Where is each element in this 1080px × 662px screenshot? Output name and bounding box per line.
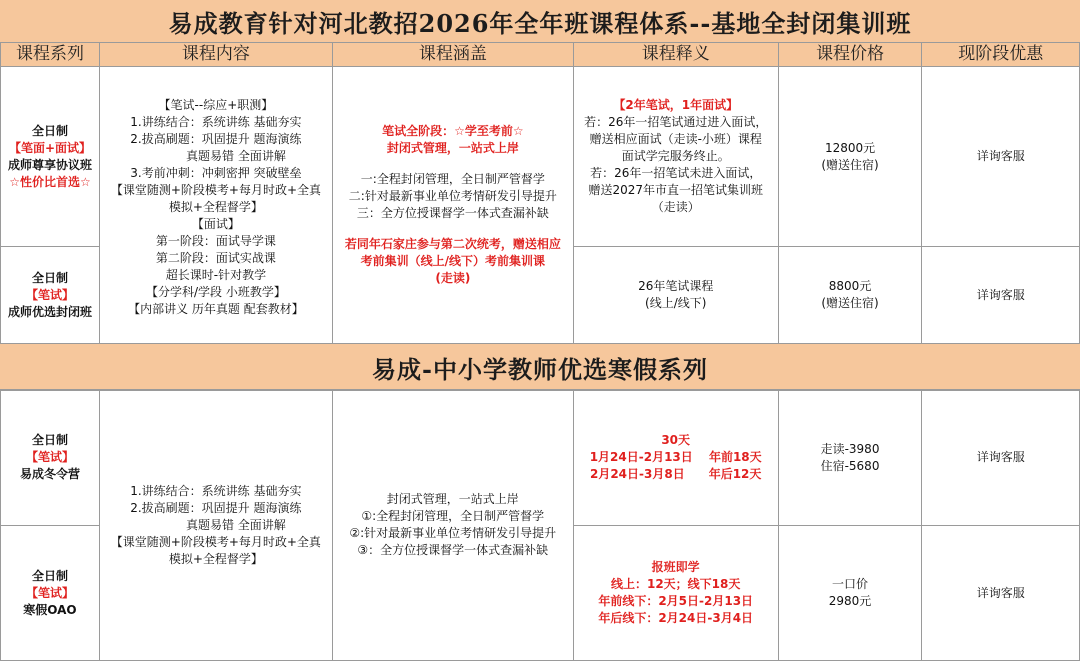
discount-cell: 详询客服 (922, 526, 1080, 661)
price-cell: 12800元 (赠送住宿) (778, 67, 922, 247)
explain-cell: 30天 1月24日-2月13日 年前18天 2月24日-3月8日 年后12天 (573, 390, 778, 526)
header-series: 课程系列 (1, 43, 100, 67)
explain-cell: 26年笔试课程 (线上/线下) (573, 247, 778, 344)
coverage-cell: 封闭式管理，一站式上岸 ①:全程封闭管理，全日制严管督学 ②:针对最新事业单位考情研发引导提升 ③：全方位授课督学一体式查漏补缺 (332, 390, 573, 661)
series-cell: 全日制 【笔面+面试】 成师尊享协议班 ☆性价比首选☆ (1, 67, 100, 247)
section-title: 易成-中小学教师优选寒假系列 (0, 343, 1080, 391)
discount-cell: 详询客服 (922, 247, 1080, 344)
content-cell: 【笔试--综应+职测】 1.讲练结合：系统讲练 基础夯实 2.拔高刷题：巩固提升 题海演练 真题易错 全面讲解 3.考前冲刺：冲刺密押 突破壁垒 【课堂随测+阶段模考+每月时政+全真 模拟+全程督学】 【面试】 第一阶段：面试导学课 第二阶段：面试实战课 超长课时-针对教学 【分学科/学段 小班教学】 【内部讲义 历年真题 配套教材】 (99, 67, 332, 344)
series-cell: 全日制 【笔试】 易成冬令营 (1, 390, 100, 526)
header-content: 课程内容 (99, 43, 332, 67)
discount-cell: 详询客服 (922, 390, 1080, 526)
table-row (1, 67, 1080, 247)
price-cell: 8800元 (赠送住宿) (778, 247, 922, 344)
table-row (1, 390, 1080, 526)
price-cell: 走读-3980 住宿-5680 (778, 390, 922, 526)
discount-cell: 详询客服 (922, 67, 1080, 247)
course-table-winter (0, 389, 1080, 661)
table-header-row (1, 43, 1080, 67)
series-cell: 全日制 【笔试】 寒假OAO (1, 526, 100, 661)
explain-cell: 报班即学 线上：12天；线下18天 年前线下：2月5日-2月13日 年后线下：2月24日-3月4日 (573, 526, 778, 661)
course-table-annual (0, 42, 1080, 344)
series-cell: 全日制 【笔试】 成师优选封闭班 (1, 247, 100, 344)
content-cell: 1.讲练结合：系统讲练 基础夯实 2.拔高刷题：巩固提升 题海演练 真题易错 全面讲解 【课堂随测+阶段模考+每月时政+全真 模拟+全程督学】 (99, 390, 332, 661)
header-price: 课程价格 (778, 43, 922, 67)
header-discount: 现阶段优惠 (922, 43, 1080, 67)
price-cell: 一口价 2980元 (778, 526, 922, 661)
coverage-cell: 笔试全阶段：☆学至考前☆ 封闭式管理，一站式上岸 一:全程封闭管理，全日制严管督学 二:针对最新事业单位考情研发引导提升 三：全方位授课督学一体式查漏补缺 若同年石家庄参与第二次统考，赠送相应 考前集训（线上/线下）考前集训课 (走读) (332, 67, 573, 344)
explain-cell: 【2年笔试，1年面试】 若：26年一招笔试通过进入面试， 赠送相应面试（走读-小班）课程 面试学完服务终止。 若：26年一招笔试未进入面试， 赠送2027年市直一招笔试集训班 （走读） (573, 67, 778, 247)
header-explain: 课程释义 (573, 43, 778, 67)
header-coverage: 课程涵盖 (332, 43, 573, 67)
page-title: 易成教育针对河北教招2026年全年班课程体系--基地全封闭集训班 (0, 0, 1080, 42)
